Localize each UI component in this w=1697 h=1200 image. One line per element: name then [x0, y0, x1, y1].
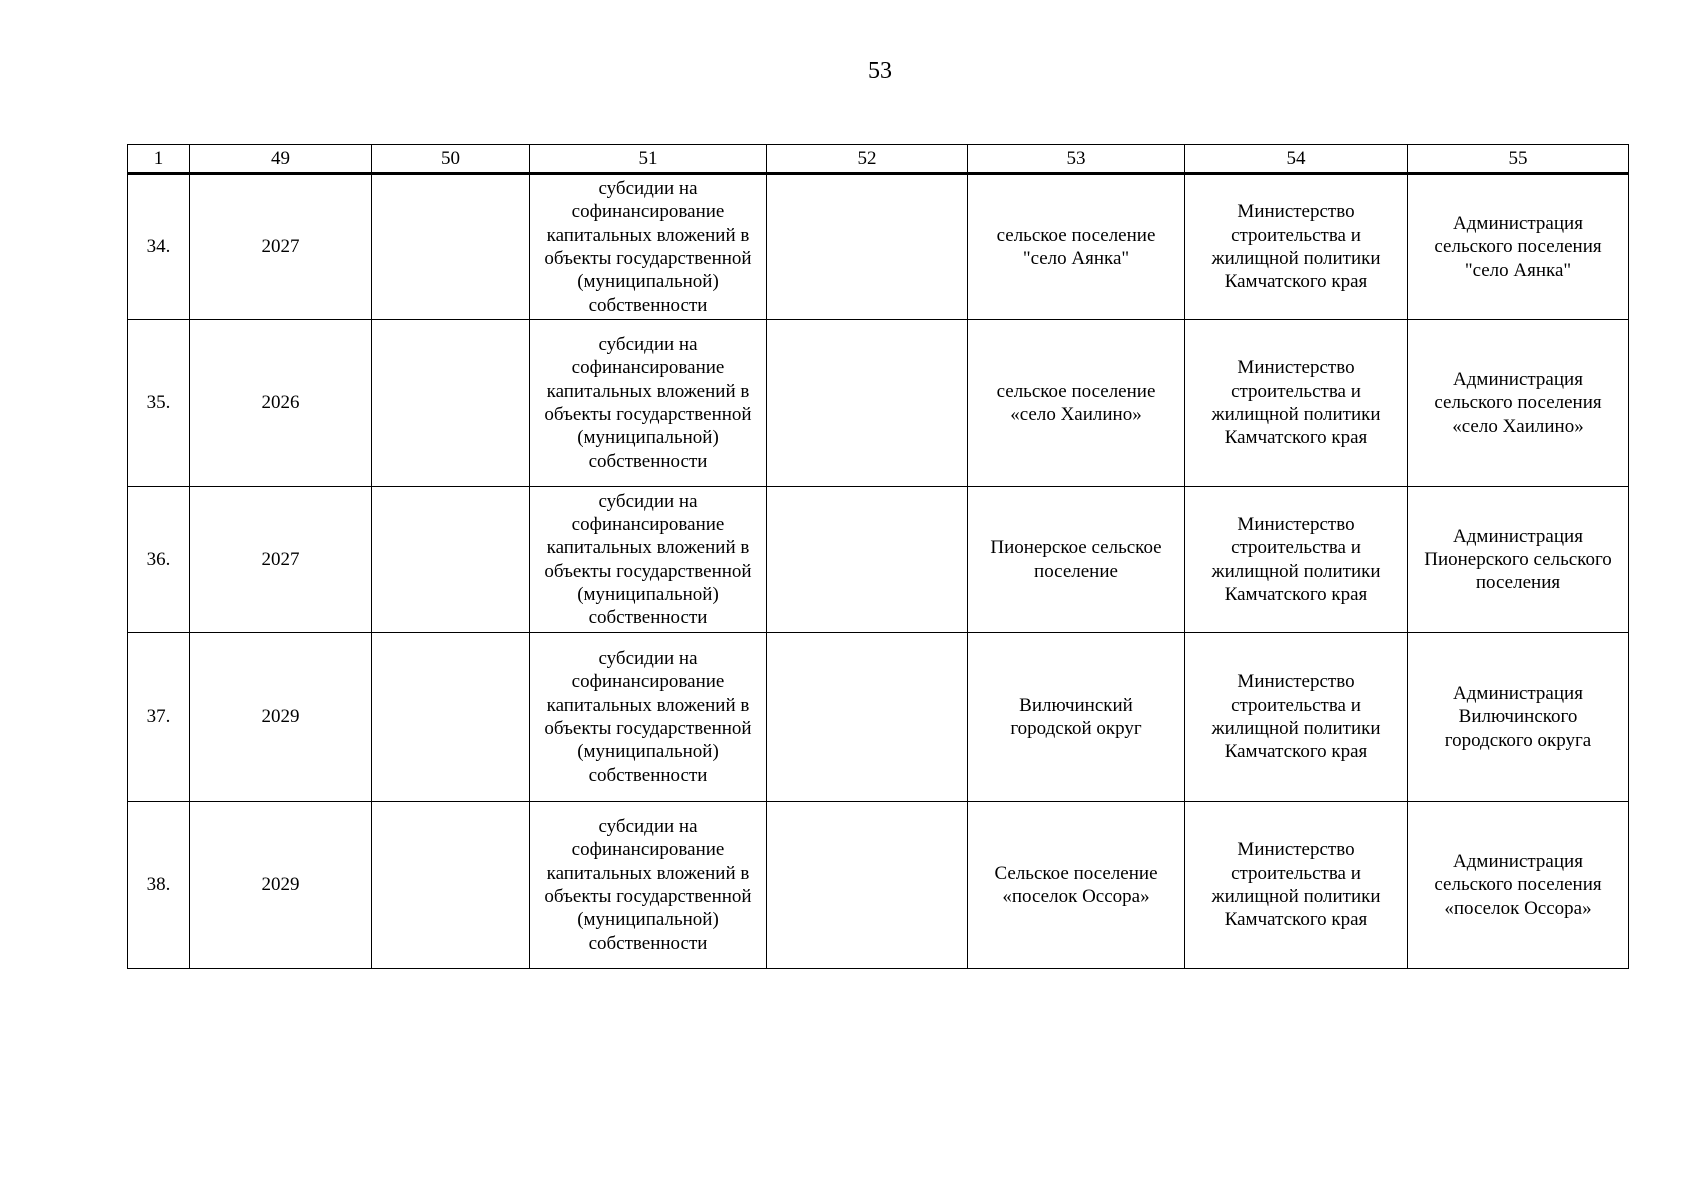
empty-cell-50 — [372, 487, 530, 633]
municipality-cell: Сельское поселение «поселок Оссора» — [968, 802, 1185, 969]
header-row — [128, 145, 1629, 174]
column-header-53: 53 — [968, 145, 1185, 174]
funding-type-cell: субсидии на софинансирование капитальных вложений в объекты государственной (муниципальной) собственности — [530, 487, 767, 633]
row-number-cell: 34. — [128, 174, 190, 320]
municipality-cell: сельское поселение "село Аянка" — [968, 174, 1185, 320]
row-number-cell: 35. — [128, 320, 190, 487]
column-header-54: 54 — [1185, 145, 1408, 174]
empty-cell-50 — [372, 174, 530, 320]
administration-cell: Администрация сельского поселения "село Аянка" — [1408, 174, 1629, 320]
page-number: 53 — [868, 58, 892, 84]
ministry-cell: Министерство строительства и жилищной политики Камчатского края — [1185, 174, 1408, 320]
funding-type-cell: субсидии на софинансирование капитальных вложений в объекты государственной (муниципальной) собственности — [530, 174, 767, 320]
administration-cell: Администрация Вилючинского городского округа — [1408, 633, 1629, 802]
table-row — [128, 487, 1629, 633]
row-number-cell: 38. — [128, 802, 190, 969]
table-row — [128, 633, 1629, 802]
row-number-cell: 36. — [128, 487, 190, 633]
municipality-cell: сельское поселение «село Хаилино» — [968, 320, 1185, 487]
municipality-cell: Пионерское сельское поселение — [968, 487, 1185, 633]
data-table — [127, 144, 1629, 969]
empty-cell-52 — [767, 174, 968, 320]
year-cell: 2027 — [190, 174, 372, 320]
empty-cell-52 — [767, 487, 968, 633]
empty-cell-52 — [767, 633, 968, 802]
table-row — [128, 174, 1629, 320]
year-cell: 2029 — [190, 633, 372, 802]
column-header-51: 51 — [530, 145, 767, 174]
ministry-cell: Министерство строительства и жилищной политики Камчатского края — [1185, 487, 1408, 633]
funding-type-cell: субсидии на софинансирование капитальных вложений в объекты государственной (муниципальной) собственности — [530, 320, 767, 487]
funding-type-cell: субсидии на софинансирование капитальных вложений в объекты государственной (муниципальной) собственности — [530, 633, 767, 802]
empty-cell-50 — [372, 802, 530, 969]
empty-cell-50 — [372, 320, 530, 487]
empty-cell-50 — [372, 633, 530, 802]
funding-type-cell: субсидии на софинансирование капитальных вложений в объекты государственной (муниципальной) собственности — [530, 802, 767, 969]
ministry-cell: Министерство строительства и жилищной политики Камчатского края — [1185, 802, 1408, 969]
column-header-52: 52 — [767, 145, 968, 174]
administration-cell: Администрация сельского поселения «поселок Оссора» — [1408, 802, 1629, 969]
column-header-55: 55 — [1408, 145, 1629, 174]
empty-cell-52 — [767, 320, 968, 487]
administration-cell: Администрация Пионерского сельского поселения — [1408, 487, 1629, 633]
table-row — [128, 320, 1629, 487]
column-header-1: 1 — [128, 145, 190, 174]
column-header-49: 49 — [190, 145, 372, 174]
table-row — [128, 802, 1629, 969]
empty-cell-52 — [767, 802, 968, 969]
year-cell: 2027 — [190, 487, 372, 633]
ministry-cell: Министерство строительства и жилищной политики Камчатского края — [1185, 633, 1408, 802]
municipality-cell: Вилючинский городской округ — [968, 633, 1185, 802]
administration-cell: Администрация сельского поселения «село Хаилино» — [1408, 320, 1629, 487]
ministry-cell: Министерство строительства и жилищной политики Камчатского края — [1185, 320, 1408, 487]
row-number-cell: 37. — [128, 633, 190, 802]
column-header-50: 50 — [372, 145, 530, 174]
year-cell: 2026 — [190, 320, 372, 487]
year-cell: 2029 — [190, 802, 372, 969]
